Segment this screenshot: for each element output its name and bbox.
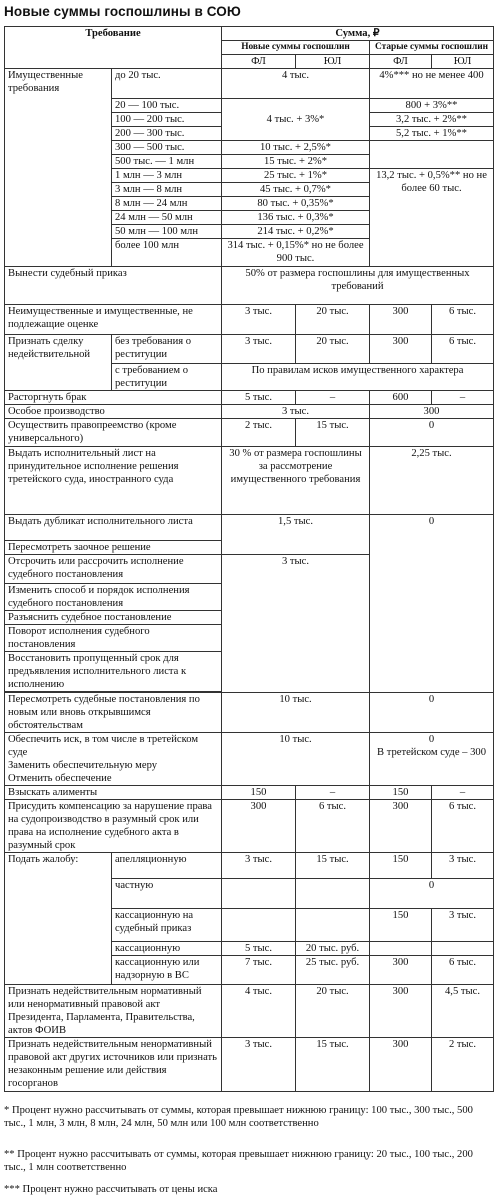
- sub-label: апелляционную: [112, 853, 222, 879]
- ul-old: –: [432, 391, 494, 405]
- fl-new: 5 тыс.: [222, 391, 296, 405]
- row-label: Пересмотреть судебные постановления по новым или вновь открывшимся обстоятельствам: [5, 693, 222, 733]
- ul-new: 20 тыс.: [296, 305, 370, 335]
- row-label: Выдать дубликат исполнительного листа: [5, 515, 222, 541]
- ul-old: 6 тыс.: [432, 800, 494, 853]
- fl-old: 300: [370, 335, 432, 364]
- row-old: 0: [370, 515, 494, 693]
- ul-old: 6 тыс.: [432, 956, 494, 985]
- property-label: Имущественные требования: [5, 69, 112, 267]
- ul-new: –: [296, 786, 370, 800]
- tier-new: 214 тыс. + 0,2%*: [222, 225, 370, 239]
- tier-range: 1 млн — 3 млн: [112, 169, 222, 183]
- row-label: Подать жалобу:: [5, 853, 112, 985]
- header-fl-new: ФЛ: [222, 55, 296, 69]
- tier-new: 4 тыс.: [222, 69, 370, 99]
- tier-new: 314 тыс. + 0,15%* но не более 900 тыс.: [222, 239, 370, 267]
- fl-new: 3 тыс.: [222, 305, 296, 335]
- table-row: [5, 419, 494, 447]
- table-row: [5, 515, 494, 541]
- fl-new: 3 тыс.: [222, 853, 296, 879]
- ul-new: 20 тыс.: [296, 335, 370, 364]
- ul-old: 2 тыс.: [432, 1038, 494, 1092]
- ul-new: 25 тыс. руб.: [296, 956, 370, 985]
- row-label: Расторгнуть брак: [5, 391, 222, 405]
- row-label: Неимущественные и имущественные, не подлежащие оценке: [5, 305, 222, 335]
- fee-table: [4, 26, 494, 1092]
- row-old: 2,25 тыс.: [370, 447, 494, 515]
- table-row: [5, 405, 494, 419]
- table-row: [5, 305, 494, 335]
- fl-old: 300: [370, 800, 432, 853]
- tier-old: 3,2 тыс. + 2%**: [370, 113, 494, 127]
- tier-old: 4%*** но не менее 400: [370, 69, 494, 99]
- row-label: Отсрочить или рассрочить исполнение судебного постановления: [5, 555, 222, 584]
- tier-new: 4 тыс. + 3%*: [222, 99, 370, 141]
- ul-old: 3 тыс.: [432, 853, 494, 879]
- row-new: 3 тыс.: [222, 405, 370, 419]
- sub-label: без требования о реституции: [112, 335, 222, 364]
- tier-range: более 100 млн: [112, 239, 222, 267]
- secure-label-2: Заменить обеспечительную меру: [8, 760, 158, 771]
- footnote-2: ** Процент нужно рассчитывать от суммы, которая превышает нижнюю границу: 20 тыс., 100 тыс., 200 тыс., 1 млн соответственно: [4, 1149, 473, 1173]
- sub-label: кассационную: [112, 942, 222, 956]
- fl-old: 300: [370, 985, 432, 1038]
- row-old: 300: [370, 405, 494, 419]
- table-row: [5, 786, 494, 800]
- ul-new: 6 тыс.: [296, 800, 370, 853]
- fl-new: 3 тыс.: [222, 1038, 296, 1092]
- tier-range: 3 млн — 8 млн: [112, 183, 222, 197]
- tier-range: 24 млн — 50 млн: [112, 211, 222, 225]
- fl-new: 150: [222, 786, 296, 800]
- sub-label: кассационную или надзорную в ВС: [112, 956, 222, 985]
- table-row: [5, 800, 494, 853]
- table-row: [5, 267, 494, 305]
- fl-new: 5 тыс.: [222, 942, 296, 956]
- fl-old: 300: [370, 956, 432, 985]
- sub-label: частную: [112, 879, 222, 909]
- header-ul-new: ЮЛ: [296, 55, 370, 69]
- row-label: Особое производство: [5, 405, 222, 419]
- old-arb-value: В третейском суде – 300: [377, 747, 486, 758]
- sub-label: с требованием о реституции: [112, 364, 222, 391]
- header-row: [5, 27, 494, 41]
- fl-old: 300: [370, 1038, 432, 1092]
- fl-new: [222, 879, 296, 909]
- table-row: [5, 335, 494, 364]
- table-row: [5, 985, 494, 1038]
- page-title: Новые суммы госпошлины в СОЮ: [4, 4, 241, 19]
- row-value: По правилам исков имущественного характера: [222, 364, 494, 391]
- fl-old: [370, 942, 432, 956]
- ul-new: –: [296, 391, 370, 405]
- tier-range: 200 — 300 тыс.: [112, 127, 222, 141]
- row-new: 1,5 тыс.: [222, 515, 370, 555]
- table-row: [5, 853, 494, 879]
- tier-old: 800 + 3%**: [370, 99, 494, 113]
- row-label: Восстановить пропущенный срок для предъявления исполнительного листа к исполнению: [5, 652, 222, 692]
- row-label: Пересмотреть заочное решение: [5, 541, 222, 555]
- header-old-sums: Старые суммы госпошлин: [370, 41, 494, 55]
- table-row: [5, 733, 494, 786]
- header-requirement: Требование: [5, 27, 222, 69]
- tier-new: 10 тыс. + 2,5%*: [222, 141, 370, 155]
- fl-new: 300: [222, 800, 296, 853]
- row-old: 0: [370, 419, 494, 447]
- tier-range: 20 — 100 тыс.: [112, 99, 222, 113]
- row-label: Выдать исполнительный лист на принудительное исполнение решения третейского суда, иностранного суда: [5, 447, 222, 515]
- tier-new: 25 тыс. + 1%*: [222, 169, 370, 183]
- tier-range: 300 — 500 тыс.: [112, 141, 222, 155]
- table-row: [5, 69, 494, 99]
- fl-old: 150: [370, 786, 432, 800]
- ul-new: 15 тыс.: [296, 419, 370, 447]
- footnote-1: * Процент нужно рассчитывать от суммы, которая превышает нижнюю границу: 100 тыс., 300 тыс., 500 тыс., 1 млн, 3 млн, 8 млн, 24 млн, 50 млн или 100 млн соответственно: [4, 1105, 473, 1129]
- secure-label-1: Обеспечить иск, в том числе в третейском суде: [8, 734, 199, 758]
- tier-range: 8 млн — 24 млн: [112, 197, 222, 211]
- row-old: [370, 733, 494, 786]
- ul-old: 6 тыс.: [432, 305, 494, 335]
- ul-new: 20 тыс.: [296, 985, 370, 1038]
- row-label: Разъяснить судебное постановление: [5, 611, 222, 625]
- row-label: [5, 733, 222, 786]
- row-label: Вынести судебный приказ: [5, 267, 222, 305]
- fl-old: 150: [370, 909, 432, 942]
- secure-label-3: Отменить обеспечение: [8, 773, 112, 784]
- footnote-3: *** Процент нужно рассчитывать от цены иска: [4, 1184, 218, 1195]
- tier-old: 5,2 тыс. + 1%**: [370, 127, 494, 141]
- row-label: Взыскать алименты: [5, 786, 222, 800]
- ul-new: [296, 909, 370, 942]
- header-fl-old: ФЛ: [370, 55, 432, 69]
- row-label: Присудить компенсацию за нарушение права на судопроизводство в разумный срок или права на исполнение судебного акта в разумный срок: [5, 800, 222, 853]
- sub-label: кассационную на судебный приказ: [112, 909, 222, 942]
- tier-new: 136 тыс. + 0,3%*: [222, 211, 370, 225]
- ul-old: [432, 942, 494, 956]
- row-label: Признать недействительным ненормативный правовой акт других источников или признать незаконным решение или действия госорганов: [5, 1038, 222, 1092]
- ul-new: 15 тыс.: [296, 853, 370, 879]
- fl-new: 4 тыс.: [222, 985, 296, 1038]
- fl-new: 3 тыс.: [222, 335, 296, 364]
- empty-cell: [370, 141, 494, 169]
- fl-new: 2 тыс.: [222, 419, 296, 447]
- tier-new: 45 тыс. + 0,7%*: [222, 183, 370, 197]
- tier-new: 15 тыс. + 2%*: [222, 155, 370, 169]
- row-new: 30 % от размера госпошлины за рассмотрение имущественного требования: [222, 447, 370, 515]
- table-row: [5, 447, 494, 515]
- tier-old: 13,2 тыс. + 0,5%** но не более 60 тыс.: [370, 169, 494, 267]
- ul-new: 15 тыс.: [296, 1038, 370, 1092]
- ul-old: 4,5 тыс.: [432, 985, 494, 1038]
- table-row: [5, 391, 494, 405]
- ul-new: 20 тыс. руб.: [296, 942, 370, 956]
- row-new: 10 тыс.: [222, 693, 370, 733]
- tier-range: 500 тыс. — 1 млн: [112, 155, 222, 169]
- table-row: [5, 693, 494, 733]
- header-new-sums: Новые суммы госпошлин: [222, 41, 370, 55]
- table-row: [5, 1038, 494, 1092]
- row-old: 0: [370, 693, 494, 733]
- row-label: Поворот исполнения судебного постановления: [5, 625, 222, 652]
- header-ul-old: ЮЛ: [432, 55, 494, 69]
- fl-new: [222, 909, 296, 942]
- ul-new: [296, 879, 370, 909]
- row-new: 3 тыс.: [222, 555, 370, 693]
- fl-old: 150: [370, 853, 432, 879]
- tier-range: 50 млн — 100 млн: [112, 225, 222, 239]
- fl-new: 7 тыс.: [222, 956, 296, 985]
- ul-old: 6 тыс.: [432, 335, 494, 364]
- row-new: 10 тыс.: [222, 733, 370, 786]
- row-value: 50% от размера госпошлины для имущественных требований: [222, 267, 494, 305]
- tier-range: 100 — 200 тыс.: [112, 113, 222, 127]
- row-label: Признать недействительным нормативный или ненормативный правовой акт Президента, Парламента, Правительства, актов ФОИВ: [5, 985, 222, 1038]
- header-sum: Сумма, ₽: [222, 27, 494, 41]
- fl-old: 600: [370, 391, 432, 405]
- ul-old: –: [432, 786, 494, 800]
- tier-range: до 20 тыс.: [112, 69, 222, 99]
- row-label: Осуществить правопреемство (кроме универсального): [5, 419, 222, 447]
- row-label: Признать сделку недействительной: [5, 335, 112, 391]
- fl-old: 300: [370, 305, 432, 335]
- old-value: 0: [428, 734, 435, 745]
- row-label: Изменить способ и порядок исполнения судебного постановления: [5, 584, 222, 611]
- tier-new: 80 тыс. + 0,35%*: [222, 197, 370, 211]
- row-old: 0: [370, 879, 494, 909]
- ul-old: 3 тыс.: [432, 909, 494, 942]
